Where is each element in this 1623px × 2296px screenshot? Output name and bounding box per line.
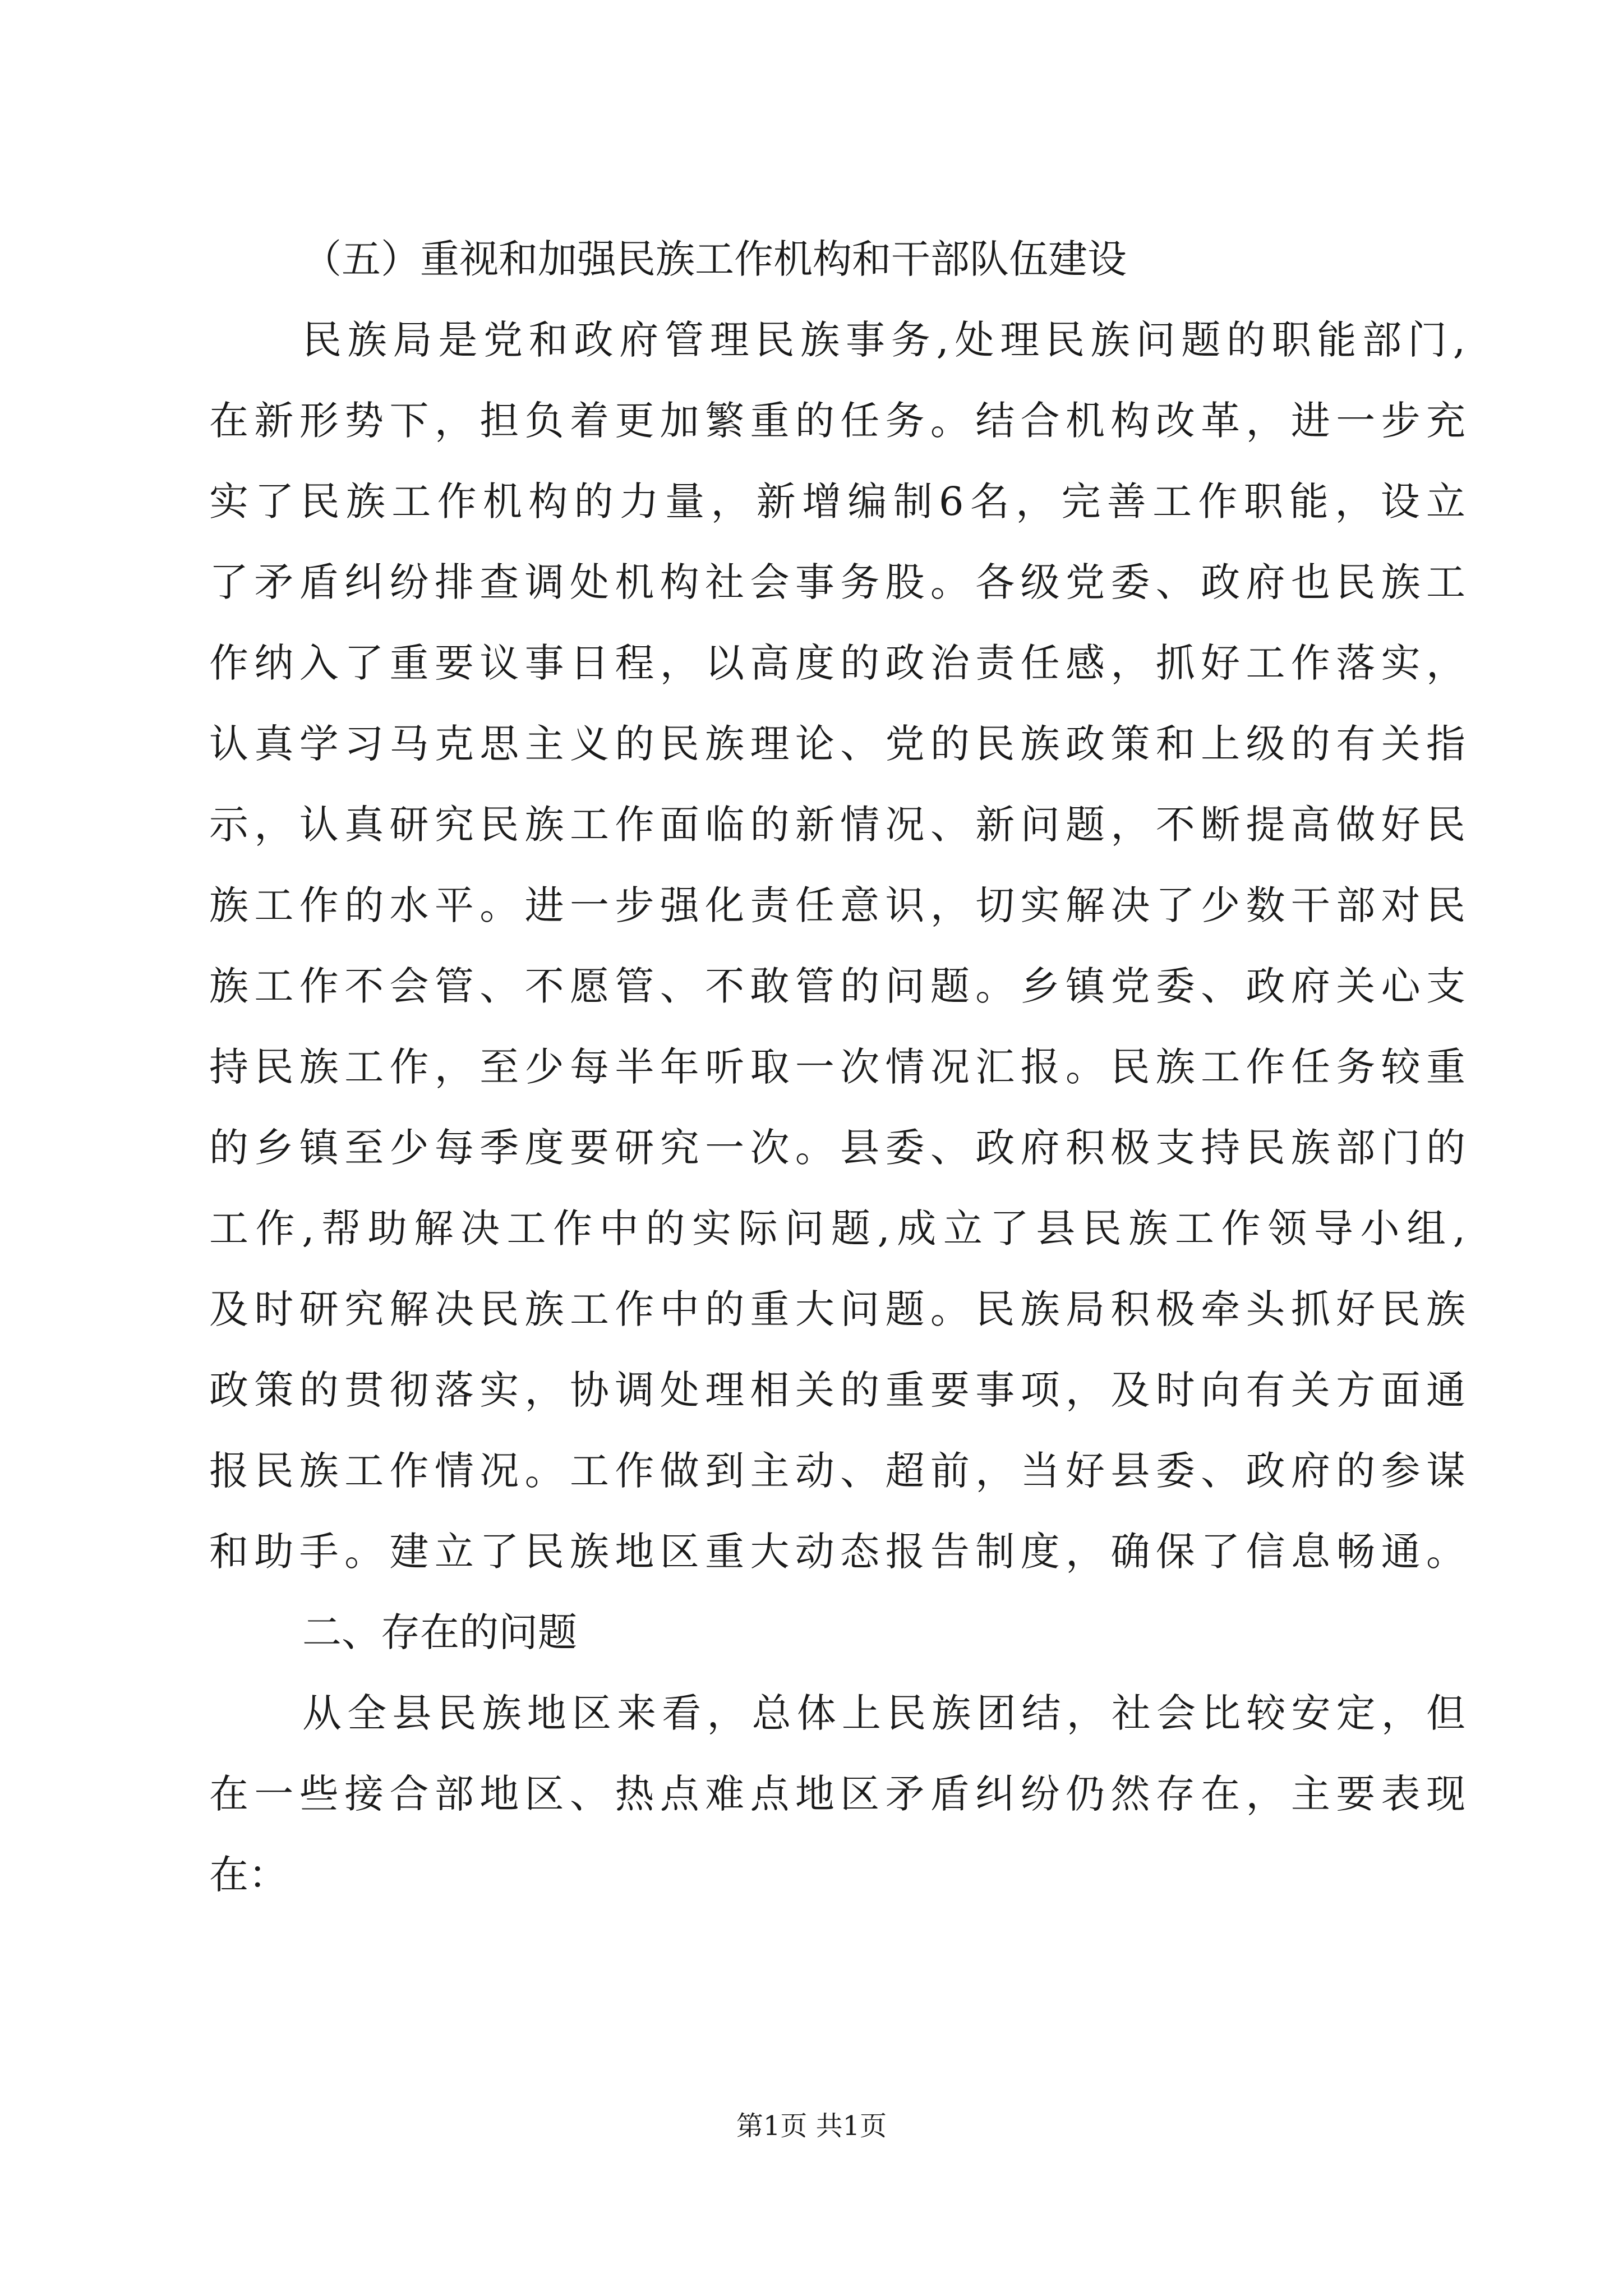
paragraph-line: 报民族工作情况。工作做到主动、超前，当好县委、政府的参谋 (209, 1448, 1465, 1494)
paragraph-line: 在： (209, 1852, 288, 1898)
paragraph-line: 族工作的水平。进一步强化责任意识，切实解决了少数干部对民 (209, 882, 1465, 928)
page-number-footer: 第1页 共1页 (736, 2110, 887, 2142)
section-heading: （五）重视和加强民族工作机构和干部队伍建设 (302, 236, 1127, 282)
paragraph-line: 工作,帮助解决工作中的实际问题,成立了县民族工作领导小组, (209, 1205, 1465, 1251)
paragraph-line: 族工作不会管、不愿管、不敢管的问题。乡镇党委、政府关心支 (209, 963, 1465, 1009)
paragraph-line: 认真学习马克思主义的民族理论、党的民族政策和上级的有关指 (209, 721, 1465, 767)
paragraph-line: 了矛盾纠纷排查调处机构社会事务股。各级党委、政府也民族工 (209, 559, 1465, 605)
section-heading-problems: 二、存在的问题 (302, 1609, 577, 1655)
paragraph-line: 作纳入了重要议事日程，以高度的政治责任感，抓好工作落实， (209, 640, 1465, 686)
paragraph-line: 的乡镇至少每季度要研究一次。县委、政府积极支持民族部门的 (209, 1125, 1465, 1171)
paragraph-line: 示，认真研究民族工作面临的新情况、新问题，不断提高做好民 (209, 802, 1465, 848)
paragraph-line: 从全县民族地区来看，总体上民族团结，社会比较安定，但 (302, 1690, 1465, 1736)
paragraph-line: 在新形势下，担负着更加繁重的任务。结合机构改革，进一步充 (209, 398, 1465, 444)
paragraph-line: 及时研究解决民族工作中的重大问题。民族局积极牵头抓好民族 (209, 1286, 1465, 1332)
paragraph-line: 和助手。建立了民族地区重大动态报告制度，确保了信息畅通。 (209, 1529, 1465, 1575)
paragraph-line: 在一些接合部地区、热点难点地区矛盾纠纷仍然存在，主要表现 (209, 1771, 1465, 1817)
paragraph-line: 持民族工作，至少每半年听取一次情况汇报。民族工作任务较重 (209, 1044, 1465, 1090)
paragraph-line: 民族局是党和政府管理民族事务,处理民族问题的职能部门, (302, 317, 1465, 363)
paragraph-line: 实了民族工作机构的力量，新增编制6名，完善工作职能，设立 (209, 478, 1465, 524)
paragraph-line: 政策的贯彻落实，协调处理相关的重要事项，及时向有关方面通 (209, 1367, 1465, 1413)
